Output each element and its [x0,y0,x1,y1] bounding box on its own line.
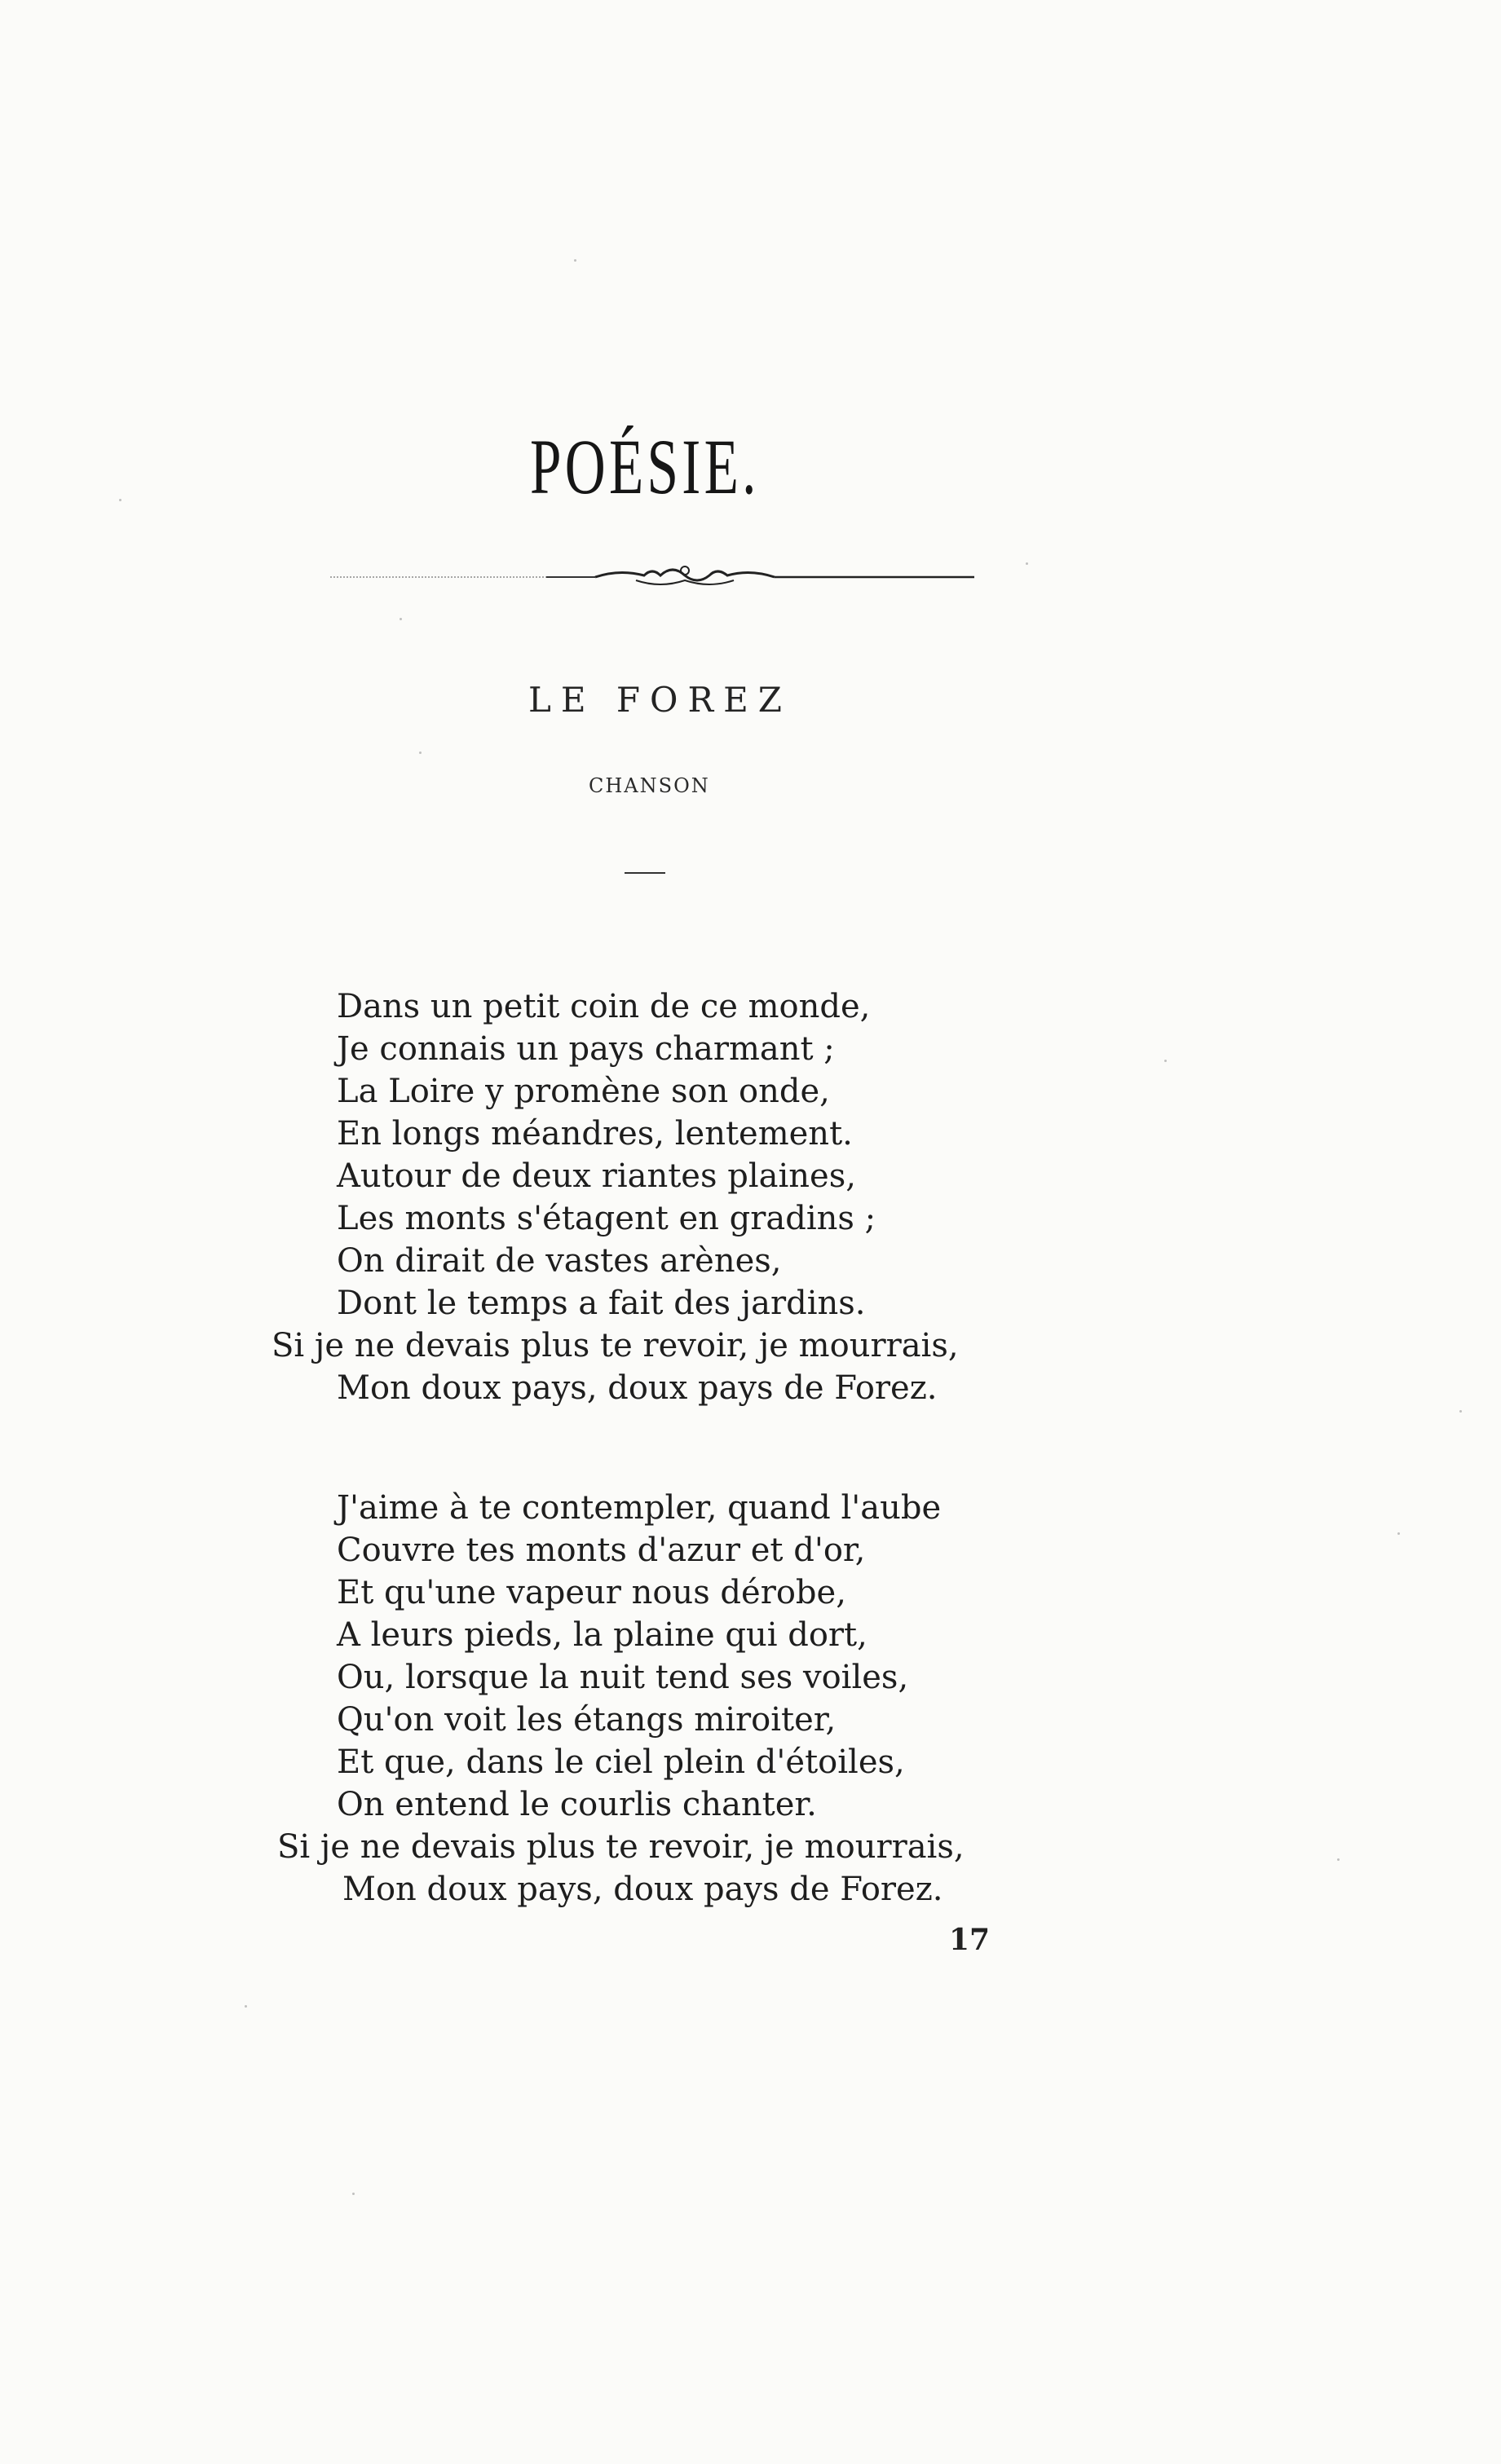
verse-line: Ou, lorsque la nuit tend ses voiles, [337,1659,909,1696]
refrain-line: Mon doux pays, doux pays de Forez. [342,1871,943,1908]
poem-title: LE FOREZ [528,680,792,720]
refrain-line: Mon doux pays, doux pays de Forez. [337,1369,938,1407]
verse-line: On entend le courlis chanter. [337,1786,817,1823]
verse-line: Les monts s'étagent en gradins ; [337,1200,876,1237]
verse-line: Je connais un pays charmant ; [337,1030,835,1068]
section-title: POÉSIE. [530,423,760,510]
verse-line: Dans un petit coin de ce monde, [337,988,871,1025]
refrain-line: Si je ne devais plus te revoir, je mourrais, [272,1327,959,1364]
verse-line: Qu'on voit les étangs miroiter, [337,1701,837,1739]
page-number: 17 [949,1923,991,1957]
verse-line: On dirait de vastes arènes, [337,1242,782,1280]
verse-line: Autour de deux riantes plaines, [337,1157,856,1195]
verse-line: En longs méandres, lentement. [337,1115,853,1153]
verse-line: La Loire y promène son onde, [337,1073,830,1110]
ornamental-divider [326,561,978,593]
verse-line: Couvre tes monts d'azur et d'or, [337,1532,866,1569]
verse-line: Et que, dans le ciel plein d'étoiles, [337,1743,905,1781]
verse-line: Dont le temps a fait des jardins. [337,1285,866,1322]
poem-subtitle: CHANSON [589,774,710,797]
verse-line: A leurs pieds, la plaine qui dort, [337,1616,867,1654]
refrain-line: Si je ne devais plus te revoir, je mourrais, [277,1828,965,1866]
verse-line: J'aime à te contempler, quand l'aube [337,1489,942,1527]
title-rule [625,872,665,874]
verse-line: Et qu'une vapeur nous dérobe, [337,1574,846,1611]
